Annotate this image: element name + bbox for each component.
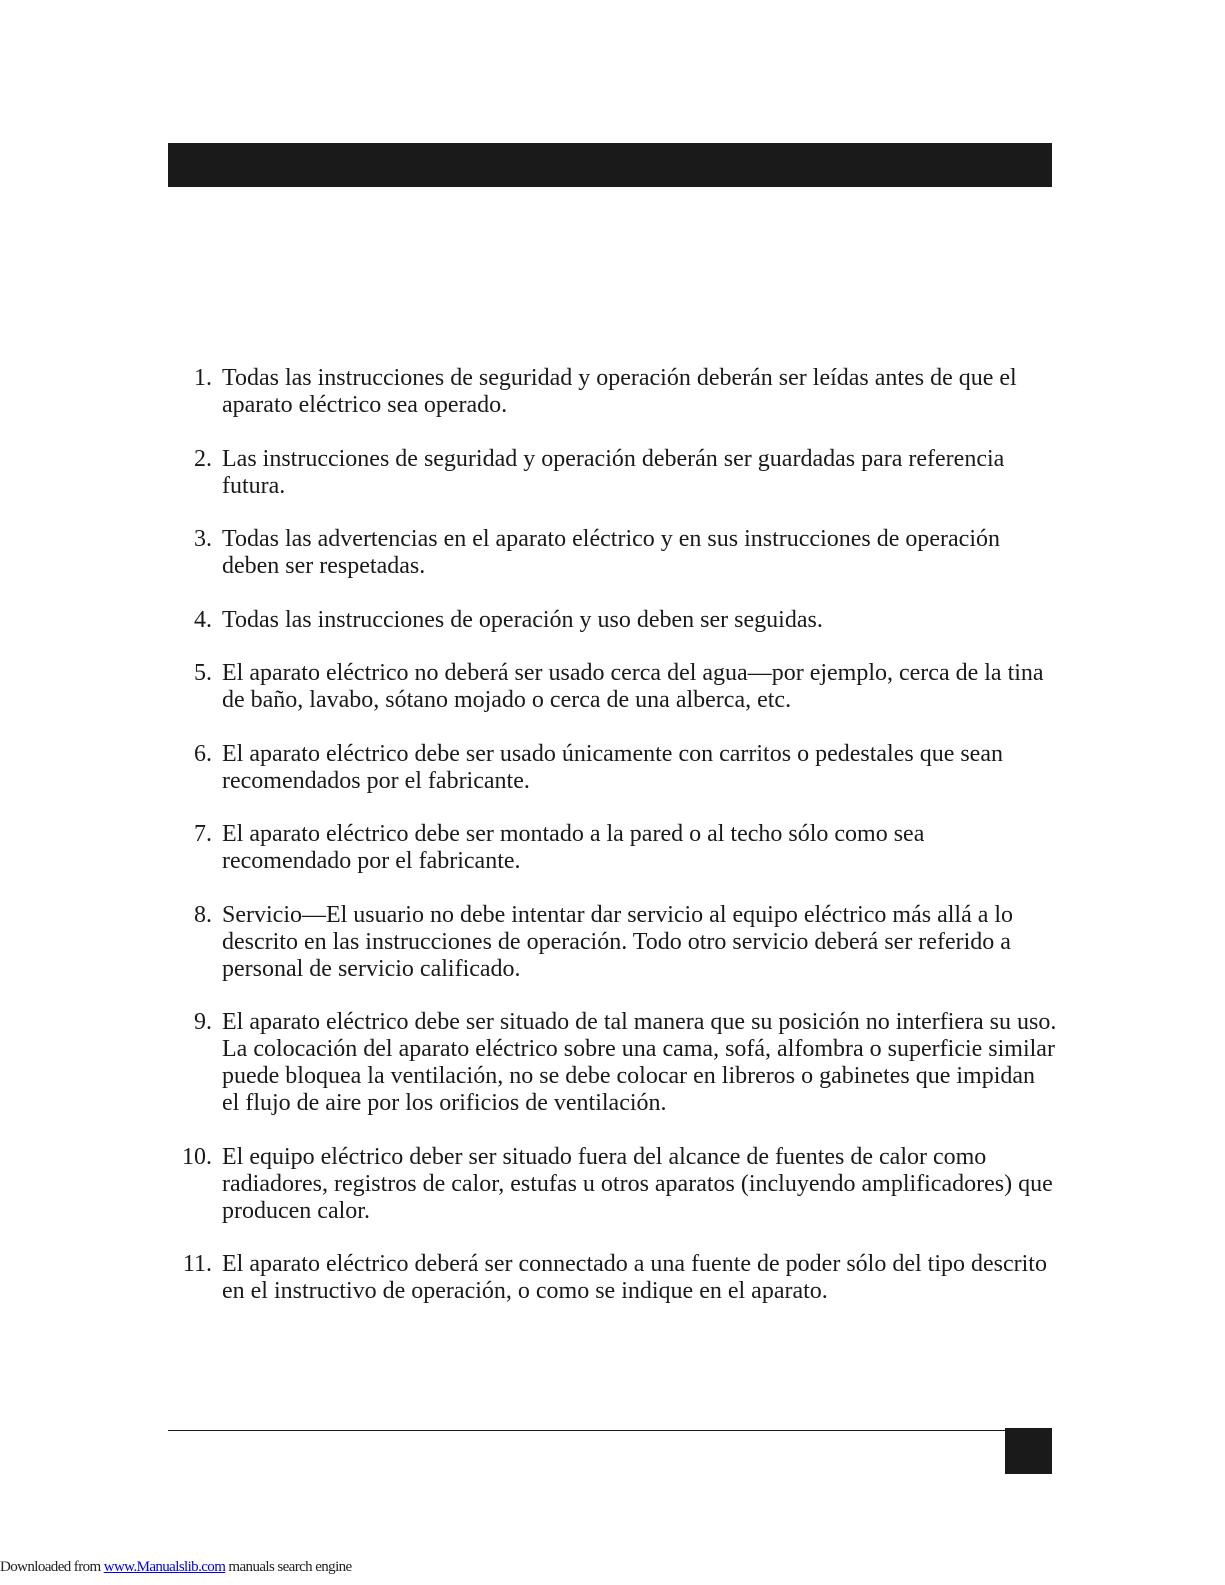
item-text: El equipo eléctrico deber ser situado fuera del alcance de fuentes de calor como radiadores, registros de calor, estufas u otros aparatos (incluyendo amplificadores) que producen calor. — [222, 1143, 1053, 1224]
download-note-prefix: Downloaded from — [0, 1559, 104, 1575]
item-text: Servicio—El usuario no debe intentar dar servicio al equipo eléctrico más allá a lo descrito en las instrucciones de operación. Todo otro servicio deberá ser referido a personal de servicio calificado. — [222, 901, 1014, 982]
list-item — [168, 365, 1058, 419]
list-item — [168, 902, 1058, 983]
page-number-box — [1005, 1428, 1052, 1474]
item-text: Todas las instrucciones de operación y uso deben ser seguidas. — [222, 606, 823, 633]
item-text: El aparato eléctrico debe ser usado únicamente con carritos o pedestales que sean recomendados por el fabricante. — [222, 740, 1003, 794]
item-number: 8. — [194, 901, 212, 928]
list-item — [168, 821, 1058, 875]
header-bar — [168, 143, 1052, 187]
item-number: 11. — [182, 1251, 212, 1277]
item-number: 7. — [194, 821, 212, 847]
footer-rule — [168, 1430, 1006, 1431]
item-number: 1. — [194, 365, 212, 391]
item-number: 2. — [194, 445, 212, 472]
list-item — [168, 741, 1058, 795]
list-item — [168, 446, 1058, 500]
download-note — [0, 1559, 352, 1576]
list-item — [168, 526, 1058, 580]
download-note-suffix: manuals search engine — [225, 1559, 352, 1575]
safety-instructions-list — [168, 365, 1058, 1332]
list-item — [168, 1251, 1058, 1305]
item-text: El aparato eléctrico no deberá ser usado cerca del agua—por ejemplo, cerca de la tina de baño, lavabo, sótano mojado o cerca de una alberca, etc. — [222, 660, 1044, 713]
item-text: Las instrucciones de seguridad y operación deberán ser guardadas para referencia futura. — [222, 445, 1005, 499]
item-text: Todas las instrucciones de seguridad y operación deberán ser leídas antes de que el aparato eléctrico sea operado. — [222, 365, 1017, 418]
manualslib-link[interactable]: www.Manualslib.com — [103, 1559, 226, 1575]
item-text: El aparato eléctrico debe ser situado de tal manera que su posición no interfiera su uso. La colocación del aparato eléctrico sobre una cama, sofá, alfombra o superficie similar puede bloquea la ventilación, no se debe colocar en libreros o gabinetes que impidan el flujo de aire por los orificios de ventilación. — [222, 1009, 1057, 1116]
item-text: El aparato eléctrico debe ser montado a la pared o al techo sólo como sea recomendado por el fabricante. — [222, 821, 925, 874]
item-number: 3. — [194, 526, 212, 552]
item-text: El aparato eléctrico deberá ser connectado a una fuente de poder sólo del tipo descrito en el instructivo de operación, o como se indique en el aparato. — [222, 1251, 1047, 1304]
item-number: 10. — [182, 1143, 212, 1170]
list-item — [168, 607, 1058, 634]
item-number: 5. — [194, 660, 212, 686]
item-number: 6. — [194, 740, 212, 767]
list-item — [168, 1009, 1058, 1117]
list-item — [168, 1144, 1058, 1225]
list-item — [168, 660, 1058, 714]
item-text: Todas las advertencias en el aparato eléctrico y en sus instrucciones de operación deben ser respetadas. — [222, 526, 1000, 579]
item-number: 4. — [194, 606, 212, 633]
item-number: 9. — [194, 1009, 212, 1035]
